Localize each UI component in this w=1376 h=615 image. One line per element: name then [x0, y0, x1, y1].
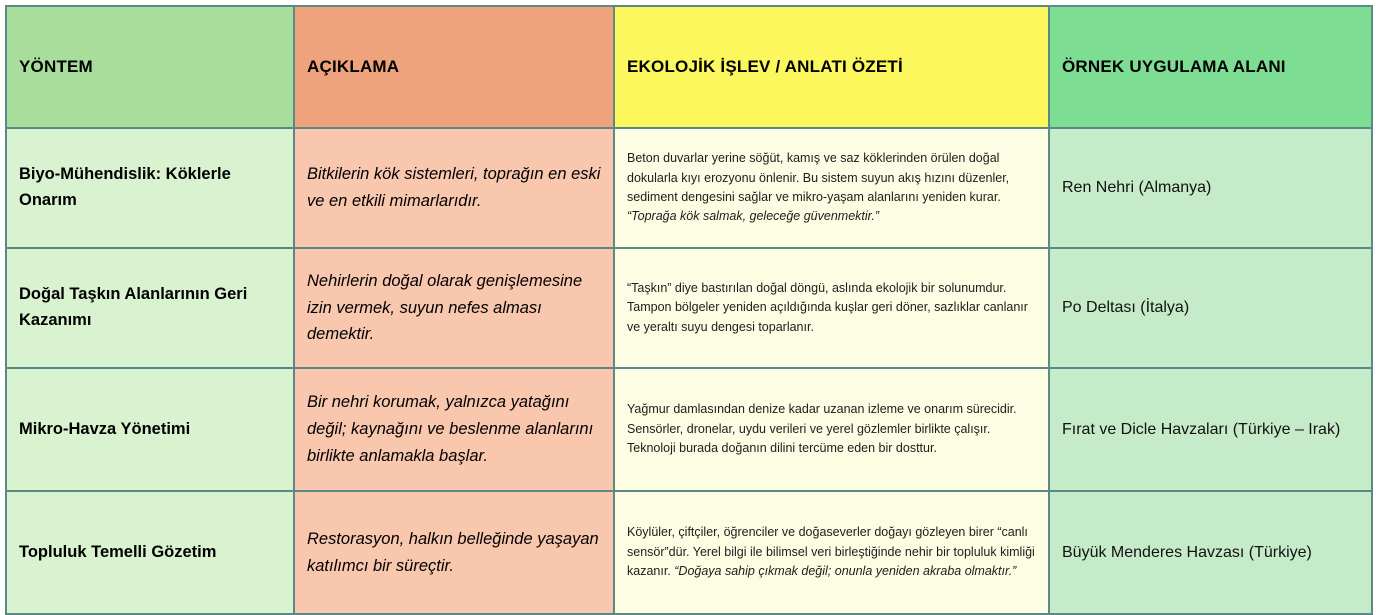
cell-eco-body: Köylüler, çiftçiler, öğrenciler ve doğaseverler doğayı gözleyen birer “canlı sensör”dür. Yerel bilgi ile bilimsel veri birleştiğinde nehir bir topluluk kimliği kazanır. [627, 525, 1035, 579]
table-row [6, 248, 1372, 368]
table-header-row [6, 6, 1372, 128]
cell-eco-body: Beton duvarlar yerine söğüt, kamış ve saz köklerinden örülen doğal dokularla kıyı erozyonu önlenir. Bu sistem suyun akış hızını düzenler, sediment dengesini sağlar ve mikro-yaşam alanlarını yeniden kurar. [627, 151, 1010, 204]
cell-description: Restorasyon, halkın belleğinde yaşayan katılımcı bir süreçtir. [294, 491, 614, 614]
cell-ecological-function [614, 368, 1049, 491]
cell-eco-body: Yağmur damlasından denize kadar uzanan izleme ve onarım sürecidir. Sensörler, dronelar, uydu verileri ve yerel gözlemler birlikte çalışır. Teknoloji burada doğanın dilini tercüme eden bir dosttur. [627, 402, 1017, 456]
column-header-ecological-function: EKOLOJİK İŞLEV / ANLATI ÖZETİ [614, 6, 1049, 128]
table-row [6, 368, 1372, 491]
table-row [6, 491, 1372, 614]
cell-example-area: Ren Nehri (Almanya) [1049, 128, 1372, 248]
cell-ecological-function [614, 248, 1049, 368]
cell-ecological-function [614, 491, 1049, 614]
cell-method: Mikro-Havza Yönetimi [6, 368, 294, 491]
cell-eco-quote: “Doğaya sahip çıkmak değil; onunla yeniden akraba olmaktır.” [674, 564, 1017, 579]
cell-example-area: Fırat ve Dicle Havzaları (Türkiye – Irak) [1049, 368, 1372, 491]
cell-example-area: Po Deltası (İtalya) [1049, 248, 1372, 368]
cell-eco-quote: “Toprağa kök salmak, geleceğe güvenmektir.” [627, 209, 879, 224]
table-row [6, 128, 1372, 248]
cell-ecological-function [614, 128, 1049, 248]
column-header-method: YÖNTEM [6, 6, 294, 128]
column-header-example-area: ÖRNEK UYGULAMA ALANI [1049, 6, 1372, 128]
ecological-methods-table [5, 5, 1373, 615]
table-header [6, 6, 1372, 128]
cell-eco-body: “Taşkın” diye bastırılan doğal döngü, aslında ekolojik bir solunumdur. Tampon bölgeler yeniden açıldığında kuşlar geri döner, sazlıklar canlanır ve yeraltı suyu dengesi toparlanır. [627, 280, 1028, 334]
column-header-description: AÇIKLAMA [294, 6, 614, 128]
cell-method: Doğal Taşkın Alanlarının Geri Kazanımı [6, 248, 294, 368]
table-body [6, 128, 1372, 614]
cell-description: Bitkilerin kök sistemleri, toprağın en eski ve en etkili mimarlarıdır. [294, 128, 614, 248]
cell-method: Topluluk Temelli Gözetim [6, 491, 294, 614]
cell-description: Bir nehri korumak, yalnızca yatağını değil; kaynağını ve beslenme alanlarını birlikte anlamakla başlar. [294, 368, 614, 491]
cell-method: Biyo-Mühendislik: Köklerle Onarım [6, 128, 294, 248]
cell-description: Nehirlerin doğal olarak genişlemesine izin vermek, suyun nefes alması demektir. [294, 248, 614, 368]
cell-example-area: Büyük Menderes Havzası (Türkiye) [1049, 491, 1372, 614]
